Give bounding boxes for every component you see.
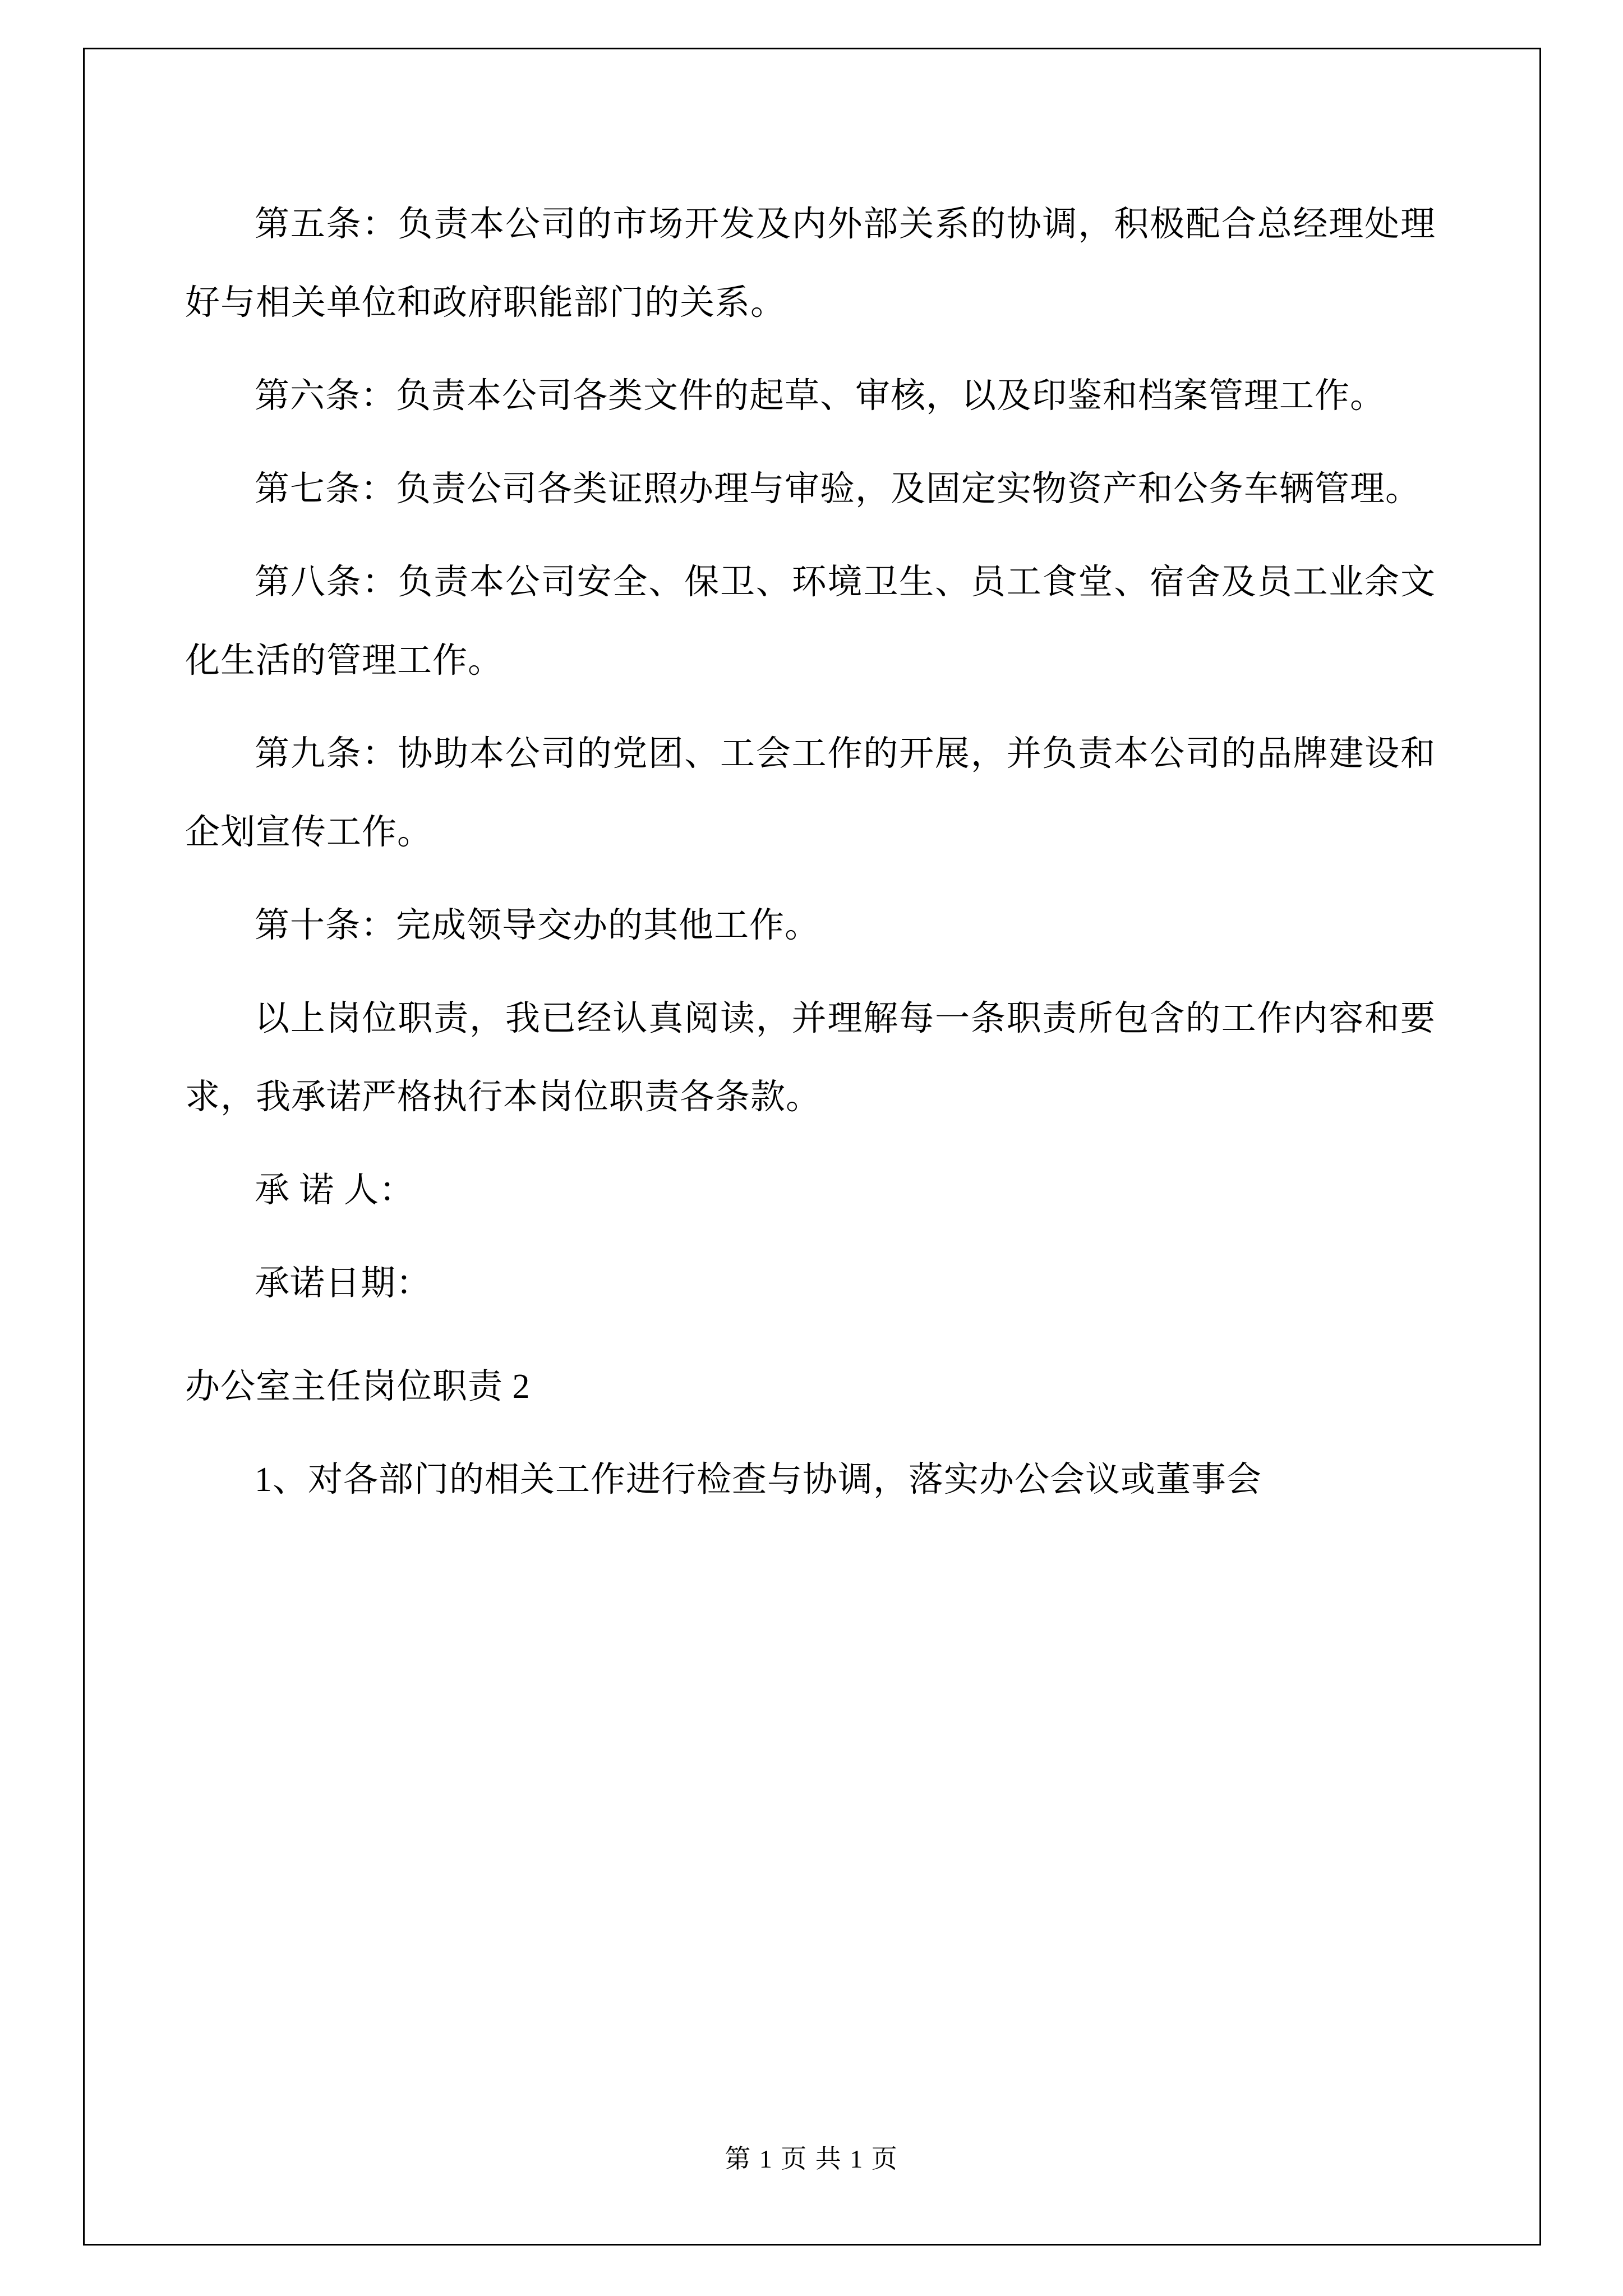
paragraph-gap (185, 528, 1436, 543)
paragraph-gap (185, 342, 1436, 357)
paragraph-acknowledgement: 以上岗位职责，我已经认真阅读，并理解每一条职责所包含的工作内容和要求，我承诺严格执行本岗位职责各条款。 (185, 1000, 1436, 1116)
section-heading: 办公室主任岗位职责 2 (185, 1368, 531, 1406)
document-body (185, 185, 1436, 1519)
paragraph-gap (185, 965, 1436, 979)
paragraph-article-9: 第九条：协助本公司的党团、工会工作的开展，并负责本公司的品牌建设和企划宣传工作。 (185, 735, 1436, 852)
paragraph-article-5: 第五条：负责本公司的市场开发及内外部关系的协调，积极配合总经理处理好与相关单位和政府职能部门的关系。 (185, 205, 1436, 322)
paragraph-article-8: 第八条：负责本公司安全、保卫、环境卫生、员工食堂、宿舍及员工业余文化生活的管理工作。 (185, 563, 1436, 680)
paragraph-gap (185, 435, 1436, 450)
paragraph-gap (185, 1230, 1436, 1244)
paragraph-article-7: 第七条：负责公司各类证照办理与审验，及固定实物资产和公务车辆管理。 (255, 470, 1421, 508)
paragraph-article-6: 第六条：负责本公司各类文件的起草、审核，以及印鉴和档案管理工作。 (255, 377, 1386, 415)
paragraph-article-10: 第十条：完成领导交办的其他工作。 (255, 907, 820, 945)
paragraph-gap (185, 872, 1436, 886)
signature-line-date: 承诺日期： (255, 1264, 432, 1303)
section-gap (185, 1323, 1436, 1347)
paragraph-gap (185, 700, 1436, 715)
paragraph-gap (185, 1137, 1436, 1151)
paragraph-item-1: 1、对各部门的相关工作进行检查与协调，落实办公会议或董事会 (255, 1461, 1262, 1499)
page-footer: 第 1 页 共 1 页 (725, 2145, 898, 2173)
signature-line-promisor: 承 诺 人： (255, 1171, 415, 1209)
paragraph-gap (185, 1426, 1436, 1441)
